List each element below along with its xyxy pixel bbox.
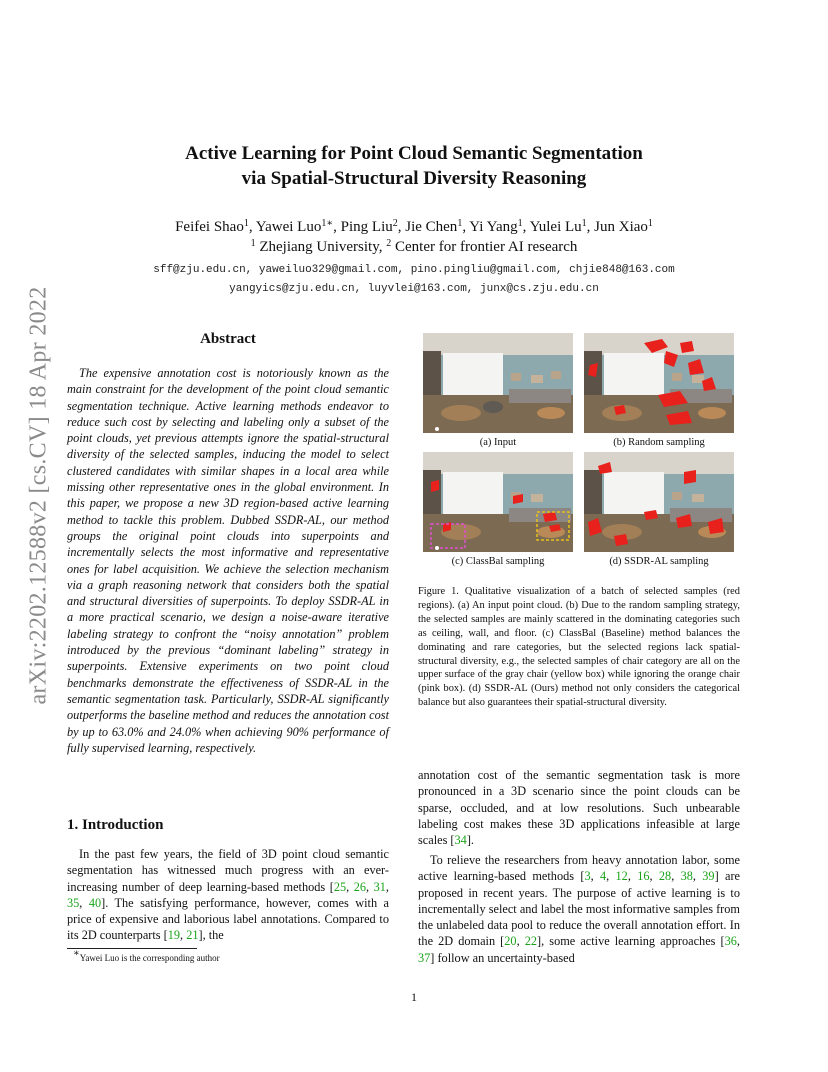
arxiv-side-stamp [14,285,64,705]
citation-link[interactable]: 36 [724,934,737,949]
text-run: To relieve the researchers from heavy annotation labor, some active learning-based methods [ [418,853,740,884]
citation-link[interactable]: 35 [67,895,80,910]
citation-link[interactable]: 4 [599,869,607,884]
intro-paragraph: In the past few years, the field of 3D point cloud semantic segmentation has witnessed much progress with an ever-increasing number of deep learning-based methods [25, 26, 31, 35, 40]. The satisfying performance, however, comes with a price of expensive and laborious label annotations. Compared to its 2D counterparts [19, 21], the [67,847,389,943]
room-scene-image [423,333,573,433]
page-number: 1 [411,990,417,1004]
title-line-1: Active Learning for Point Cloud Semantic Segmentation [185,143,643,164]
intro-heading: 1. Introduction [67,817,164,833]
author: , Jie Chen [397,219,458,235]
author: , Jun Xiao [586,219,648,235]
text-run: ], some active learning approaches [ [537,934,725,949]
text-run: In the past few years, the field of 3D point cloud semantic segmentation has witnessed much progress with an ever-increasing number of deep learning-based methods [ [67,847,389,894]
body-paragraph: To relieve the researchers from heavy annotation labor, some active learning-based methods [3, 4, 12, 16, 28, 38, 39] are proposed in recent years. The purpose of active learning is to incrementally select and label the most informative samples from the unlabeled data pool to reduce the overall annotation effort. In the 2D domain [20, 22], some active learning approaches [36, 37] follow an uncertainty-based [418,853,740,965]
panel-classbal-sampling-image [423,452,573,552]
text-run: ] are proposed in recent years. The purpose of active learning is to incrementally select and label the most informative samples from the unlabeled data pool to reduce the overall annotation effort. In the 2D domain [ [418,869,740,949]
author-emails [90,261,738,299]
affil-mark: 1 [250,238,256,249]
text-run: ], the [198,928,224,943]
room-scene-image [584,333,734,433]
abstract-text: The expensive annotation cost is notoriously known as the main constraint for the development of the point cloud semantic segmentation technique. Active learning methods endeavor to reduce such cost by selecting and labeling only a subset of the point clouds, yet previous attempts ignore the spatial-structural diversity of the selected samples, inducing the model to select clustered candidates with similar shapes in a local area while missing other representative ones in the global environment. In this paper, we propose a new 3D region-based active learning method to tackle this problem. Dubbed SSDR-AL, our method groups the original point clouds into superpoints and incrementally selects the most informative and representative ones for label acquisition. We achieve the selection mechanism via a graph reasoning network that considers both the spatial and structural diversities of superpoints. To deploy SSDR-AL in a more practical scenario, we design a noise-aware iterative labeling strategy to confront the “noisy annotation” problem introduced by the previous “dominant labeling” strategy in superpoints. Extensive experiments on two point cloud benchmarks demonstrate the effectiveness of SSDR-AL in the semantic segmentation task. Particularly, SSDR-AL significantly outperforms the baseline method and reduces the annotation cost by up to 63.0% and 24.0% when achieving 90% performance of fully supervised learning, respectively. [67,366,389,755]
panel-random-sampling-image [584,333,734,433]
author: , Ping Liu [333,219,393,235]
citation-link[interactable]: 39 [702,869,715,884]
author-affil-mark: 1∗ [321,218,334,229]
author-affil-mark: 2 [392,218,398,229]
email-line-2: yangyics@zju.edu.cn, luyvlei@163.com, junx@cs.zju.edu.cn [229,283,599,295]
citation-link[interactable]: 22 [524,934,538,949]
citation-link[interactable]: 25 [333,879,347,894]
author-affil-mark: 1 [581,218,587,229]
author: , Yulei Lu [522,219,582,235]
text-run: ] follow an uncertainty-based [430,950,575,965]
body-paragraph [418,767,740,848]
citation-link[interactable]: 12 [615,869,628,884]
footnote-rule [67,948,197,949]
text-run: ]. The satisfying performance, however, comes with a price of expensive and laborious label annotations. Compared to its 2D counterparts [ [67,895,389,943]
citation-link[interactable]: 38 [680,869,693,884]
author-affil-mark: 1 [517,218,523,229]
affil-name: Zhejiang University, [255,239,387,255]
footnote-text: Yawei Luo is the corresponding author [79,953,220,963]
author-affil-mark: 1 [647,218,653,229]
footnote-mark: ∗ [73,948,80,959]
title-line-2: via Spatial-Structural Diversity Reasoning [241,168,587,189]
text-run: ]. [466,833,474,848]
author: , Yi Yang [462,219,518,235]
email-line-1: sff@zju.edu.cn, yaweiluo329@gmail.com, pino.pingliu@gmail.com, chjie848@163.com [153,264,675,276]
affil-name: Center for frontier AI research [391,239,578,255]
affil-mark: 2 [386,238,392,249]
panel-ssdr-al-sampling-image [584,452,734,552]
author-list [110,217,718,237]
abstract-heading: Abstract [200,331,256,347]
citation-link[interactable]: 3 [584,869,591,884]
paper-title [110,141,718,191]
affiliations [110,237,718,257]
citation-link[interactable]: 31 [373,879,386,894]
subfigure-caption: (c) ClassBal sampling [451,556,545,567]
citation-link[interactable]: 21 [186,928,199,943]
citation-link[interactable]: 19 [167,928,181,943]
citation-link[interactable]: 34 [454,833,467,848]
figure-caption: Figure 1. Qualitative visualization of a batch of selected samples (red regions). (a) An input point cloud. (b) Due to the random sampling strategy, the selected samples are mainly scattered in the dominating categories such as ceiling, wall, and floor. (c) ClassBal (Baseline) method balances the dominating and rare categories, but the selected regions lack spatial-structural diversity, e.g., the selected samples of chair category are all on the upper surface of the gray chair (yellow box) while ignoring the orange chair (pink box). (d) SSDR-AL (Ours) method not only considers the categorical balance but also guarantees their spatial-structural diversity. [418,586,740,709]
author-affil-mark: 1 [243,218,249,229]
citation-link[interactable]: 37 [418,950,431,965]
citation-link[interactable]: 40 [88,895,102,910]
citation-link[interactable]: 28 [658,869,672,884]
author: , Yawei Luo [248,219,322,235]
author-affil-mark: 1 [457,218,463,229]
subfigure-caption: (d) SSDR-AL sampling [609,556,709,567]
subfigure-caption: (b) Random sampling [613,437,705,448]
panel-input-image [423,333,573,433]
citation-link[interactable]: 20 [504,934,517,949]
author: Feifei Shao [175,219,244,235]
subfigure-caption: (a) Input [479,437,517,448]
room-scene-image [423,452,573,552]
text-run: annotation cost of the semantic segmentation task is more pronounced in a 3D scenario since the point clouds can be sparse, occluded, and at low resolutions. Such unbearable labeling cost makes these 3D applications infeasible at large scales [ [418,768,740,848]
arxiv-identifier: arXiv:2202.12588v2 [cs.CV] 18 Apr 2022 [25,285,52,705]
citation-link[interactable]: 16 [637,869,650,884]
citation-link[interactable]: 26 [353,879,367,894]
footnote [73,948,220,964]
room-scene-image [584,452,734,552]
figure-1 [423,333,734,573]
